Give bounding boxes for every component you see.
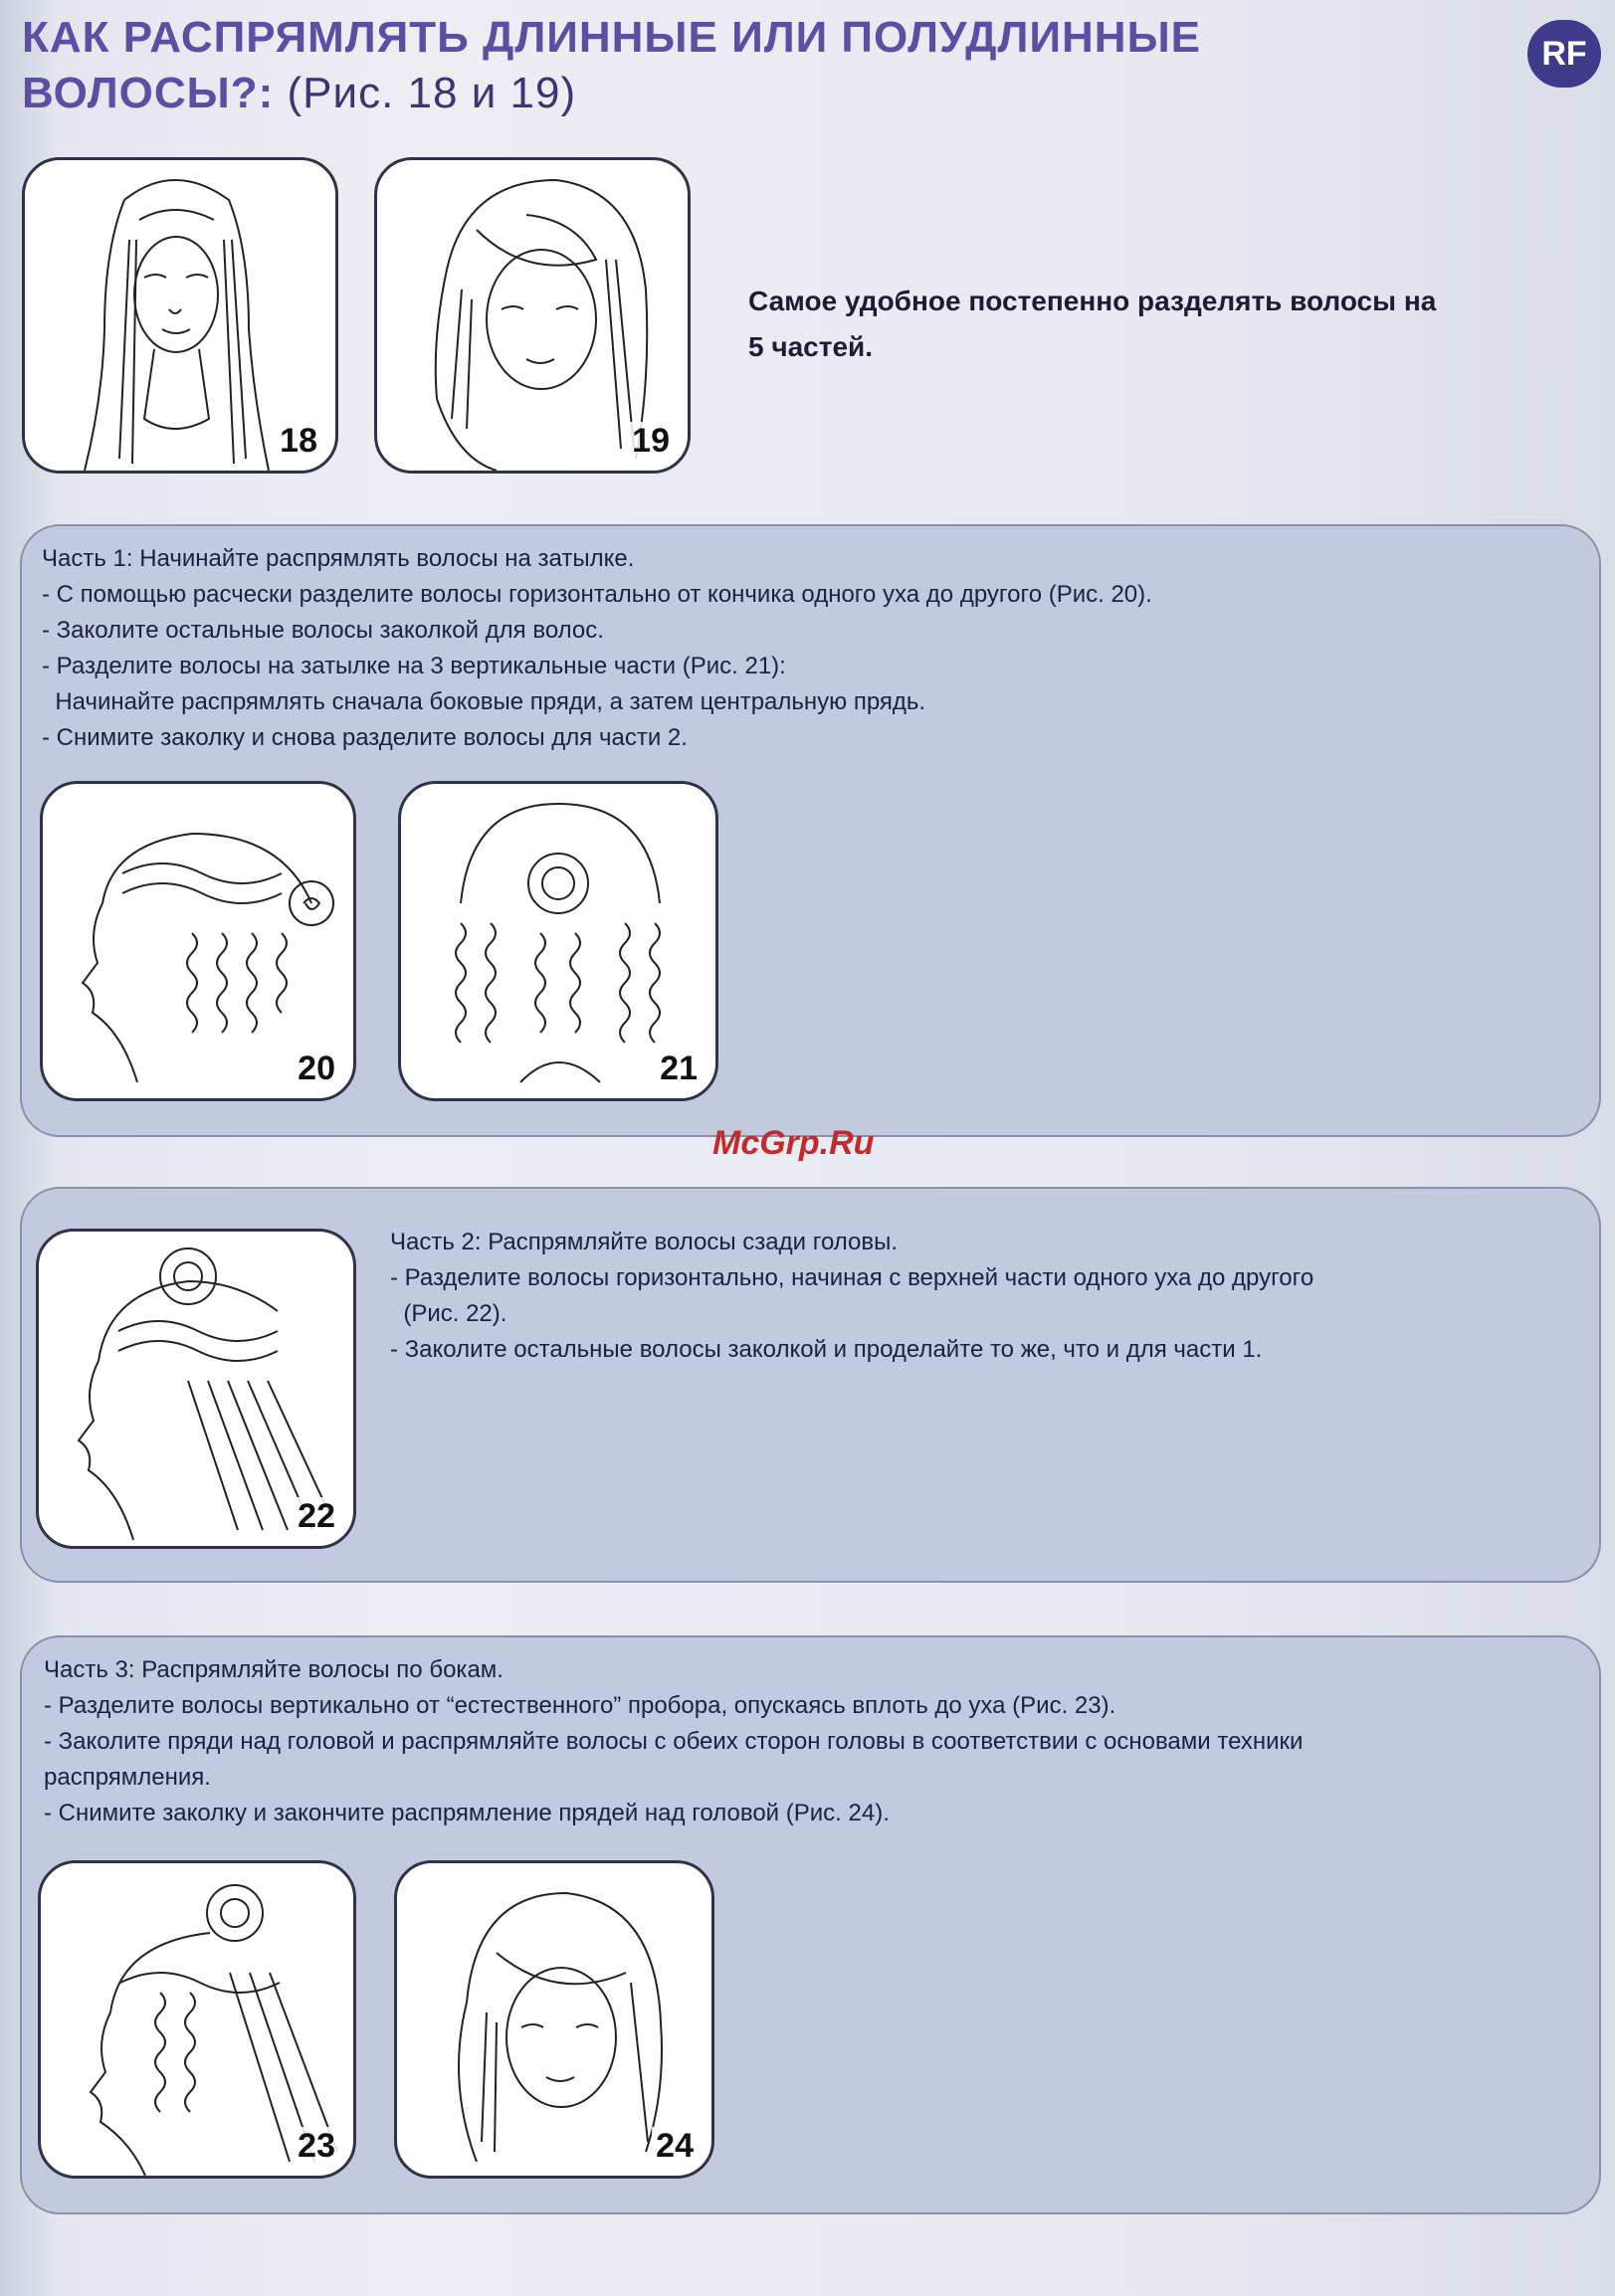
part-1-line-1: - С помощью расчески разделите волосы горизонтально от кончика одного уха до другого (Рис. 20).: [42, 581, 1152, 608]
figure-23: [38, 1860, 356, 2179]
figure-19: [374, 157, 691, 474]
part-1-text: [42, 541, 1152, 756]
figure-number: 21: [656, 1050, 702, 1088]
watermark: McGrp.Ru: [712, 1124, 875, 1162]
part-3-line-2: - Заколите пряди над головой и распрямляйте волосы с обеих сторон головы в соответствии с основами техники: [44, 1728, 1304, 1755]
page-title-bold: ВОЛОСЫ?:: [22, 69, 275, 117]
figure-number: 18: [276, 422, 321, 461]
figure-number: 19: [628, 422, 674, 461]
part-1-heading: Часть 1: Начинайте распрямлять волосы на затылке.: [42, 545, 635, 572]
part-3-line-1: - Разделите волосы вертикально от “естественного” пробора, опускаясь вплоть до уха (Рис. 23).: [44, 1692, 1116, 1719]
intro-text: [748, 279, 1594, 370]
part-1-line-4: Начинайте распрямлять сначала боковые пряди, а затем центральную прядь.: [42, 688, 926, 715]
part-2-heading: Часть 2: Распрямляйте волосы сзади головы.: [390, 1229, 899, 1255]
intro-line-1: Самое удобное постепенно разделять волосы на: [748, 286, 1437, 316]
part-3-text: [44, 1652, 1303, 1831]
intro-line-2: 5 частей.: [748, 331, 874, 362]
figure-number: 22: [294, 1497, 339, 1536]
part-1-line-5: - Снимите заколку и снова разделите волосы для части 2.: [42, 724, 688, 751]
part-1-panel: [20, 524, 1601, 1137]
figure-18: [22, 157, 338, 474]
figure-20: [40, 781, 356, 1101]
part-2-line-1: - Разделите волосы горизонтально, начиная с верхней части одного уха до другого: [390, 1264, 1314, 1291]
figure-22: [36, 1229, 356, 1549]
part-2-line-2: (Рис. 22).: [390, 1300, 507, 1327]
language-badge: RF: [1527, 20, 1601, 88]
page-title-figref: (Рис. 18 и 19): [287, 69, 577, 117]
page-title-line2: [22, 66, 1514, 121]
page-title: [22, 10, 1514, 121]
part-2-panel: [20, 1187, 1601, 1583]
part-2-text: [390, 1225, 1313, 1368]
figure-24: [394, 1860, 714, 2179]
figure-number: 20: [294, 1050, 339, 1088]
part-3-line-3: распрямления.: [44, 1764, 211, 1791]
figure-number: 24: [652, 2127, 698, 2166]
part-1-line-2: - Заколите остальные волосы заколкой для волос.: [42, 617, 604, 644]
page-title-line1: КАК РАСПРЯМЛЯТЬ ДЛИННЫЕ ИЛИ ПОЛУДЛИННЫЕ: [22, 13, 1201, 62]
part-3-line-4: - Снимите заколку и закончите распрямление прядей над головой (Рис. 24).: [44, 1800, 890, 1826]
part-2-line-3: - Заколите остальные волосы заколкой и проделайте то же, что и для части 1.: [390, 1336, 1263, 1363]
figure-21: [398, 781, 718, 1101]
part-3-heading: Часть 3: Распрямляйте волосы по бокам.: [44, 1656, 504, 1683]
part-3-panel: [20, 1635, 1601, 2214]
part-1-line-3: - Разделите волосы на затылке на 3 вертикальные части (Рис. 21):: [42, 653, 786, 679]
figure-number: 23: [294, 2127, 339, 2166]
